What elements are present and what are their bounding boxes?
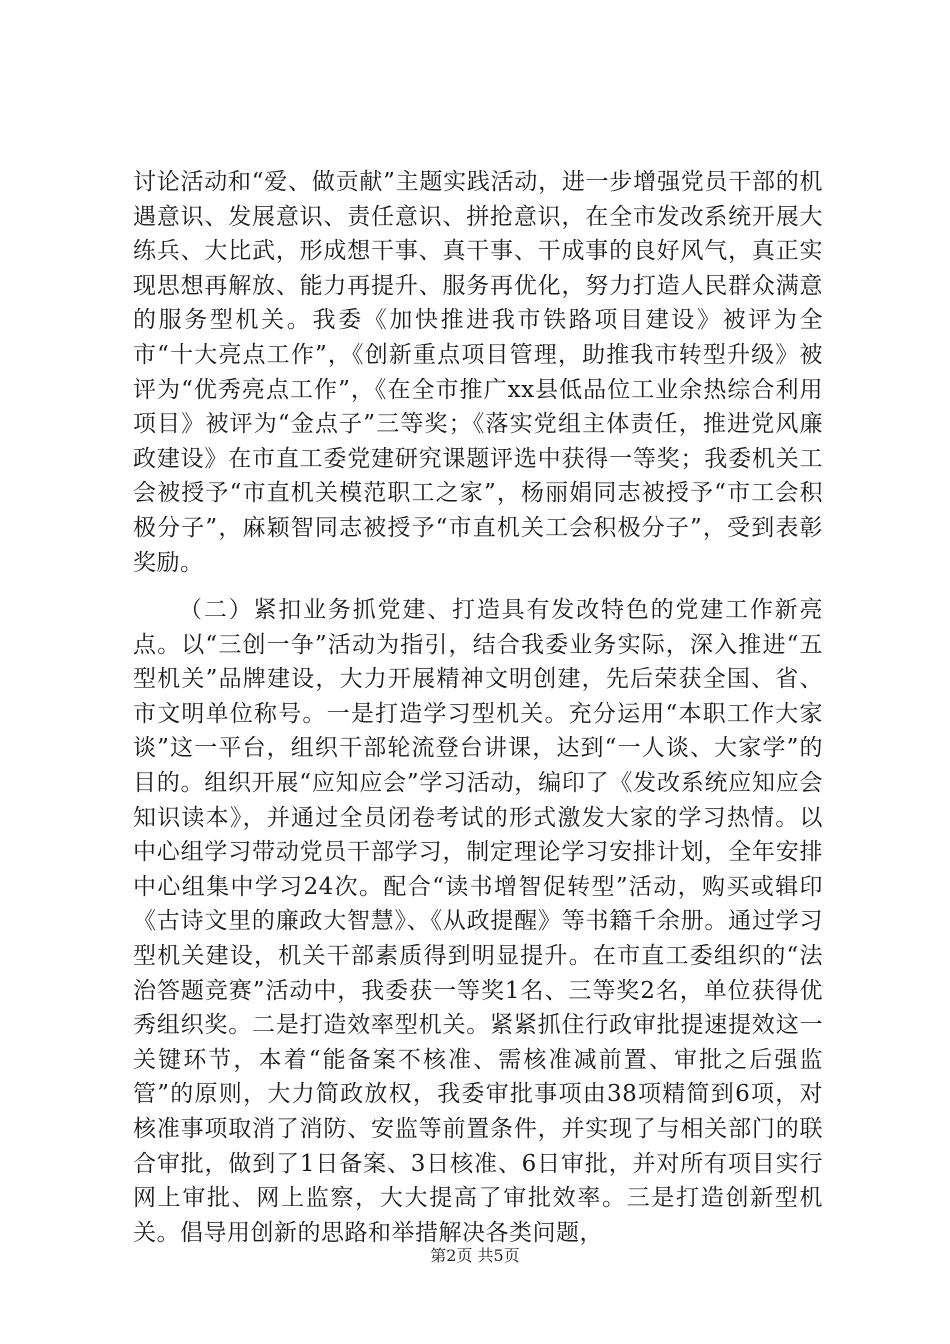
page-footer: 第2页 共5页	[430, 1246, 520, 1265]
paragraph-1: 讨论活动和“爱、做贡献”主题实践活动，进一步增强党员干部的机遇意识、发展意识、责任意识、拼抢意识，在全市发改系统开展大练兵、大比武，形成想干事、真干事、干成事的良好风气，真正实现思想再解放、能力再提升、服务再优化，努力打造人民群众满意的服务型机关。我委《加快推进我市铁路项目建设》被评为全市“十大亮点工作”，《创新重点项目管理，助推我市转型升级》被评为“优秀亮点工作”，《在全市推广xx县低品位工业余热综合利用项目》被评为“金点子”三等奖；《落实党组主体责任，推进党风廉政建设》在市直工委党建研究课题评选中获得一等奖；我委机关工会被授予“市直机关模范职工之家”，杨丽娟同志被授予“市工会积极分子”，麻颖智同志被授予“市直机关工会积极分子”，受到表彰奖励。	[133, 169, 823, 576]
paragraph-2: （二）紧扣业务抓党建、打造具有发改特色的党建工作新亮点。以“三创一争”活动为指引，结合我委业务实际，深入推进“五型机关”品牌建设，大力开展精神文明创建，先后荣获全国、省、市文明单位称号。一是打造学习型机关。充分运用“本职工作大家谈”这一平台，组织干部轮流登台讲课，达到“一人谈、大家学”的目的。组织开展“应知应会”学习活动，编印了《发改系统应知应会知识读本》，并通过全员闭卷考试的形式激发大家的学习热情。以中心组学习带动党员干部学习，制定理论学习安排计划，全年安排中心组集中学习24次。配合“读书增智促转型”活动，购买或辑印《古诗文里的廉政大智慧》、《从政提醒》等书籍千余册。通过学习型机关建设，机关干部素质得到明显提升。在市直工委组织的“法治答题竞赛”活动中，我委获一等奖1名、三等奖2名，单位获得优秀组织奖。二是打造效率型机关。紧紧抓住行政审批提速提效这一关键环节，本着“能备案不核准、需核准减前置、审批之后强监管”的原则，大力简政放权，我委审批事项由38项精简到6项，对核准事项取消了消防、安监等前置条件，并实现了与相关部门的联合审批，做到了1日备案、3日核准、6日审批，并对所有项目实行网上审批、网上监察，大大提高了审批效率。三是打造创新型机关。倡导用创新的思路和举措解决各类问题，	[133, 597, 823, 1246]
